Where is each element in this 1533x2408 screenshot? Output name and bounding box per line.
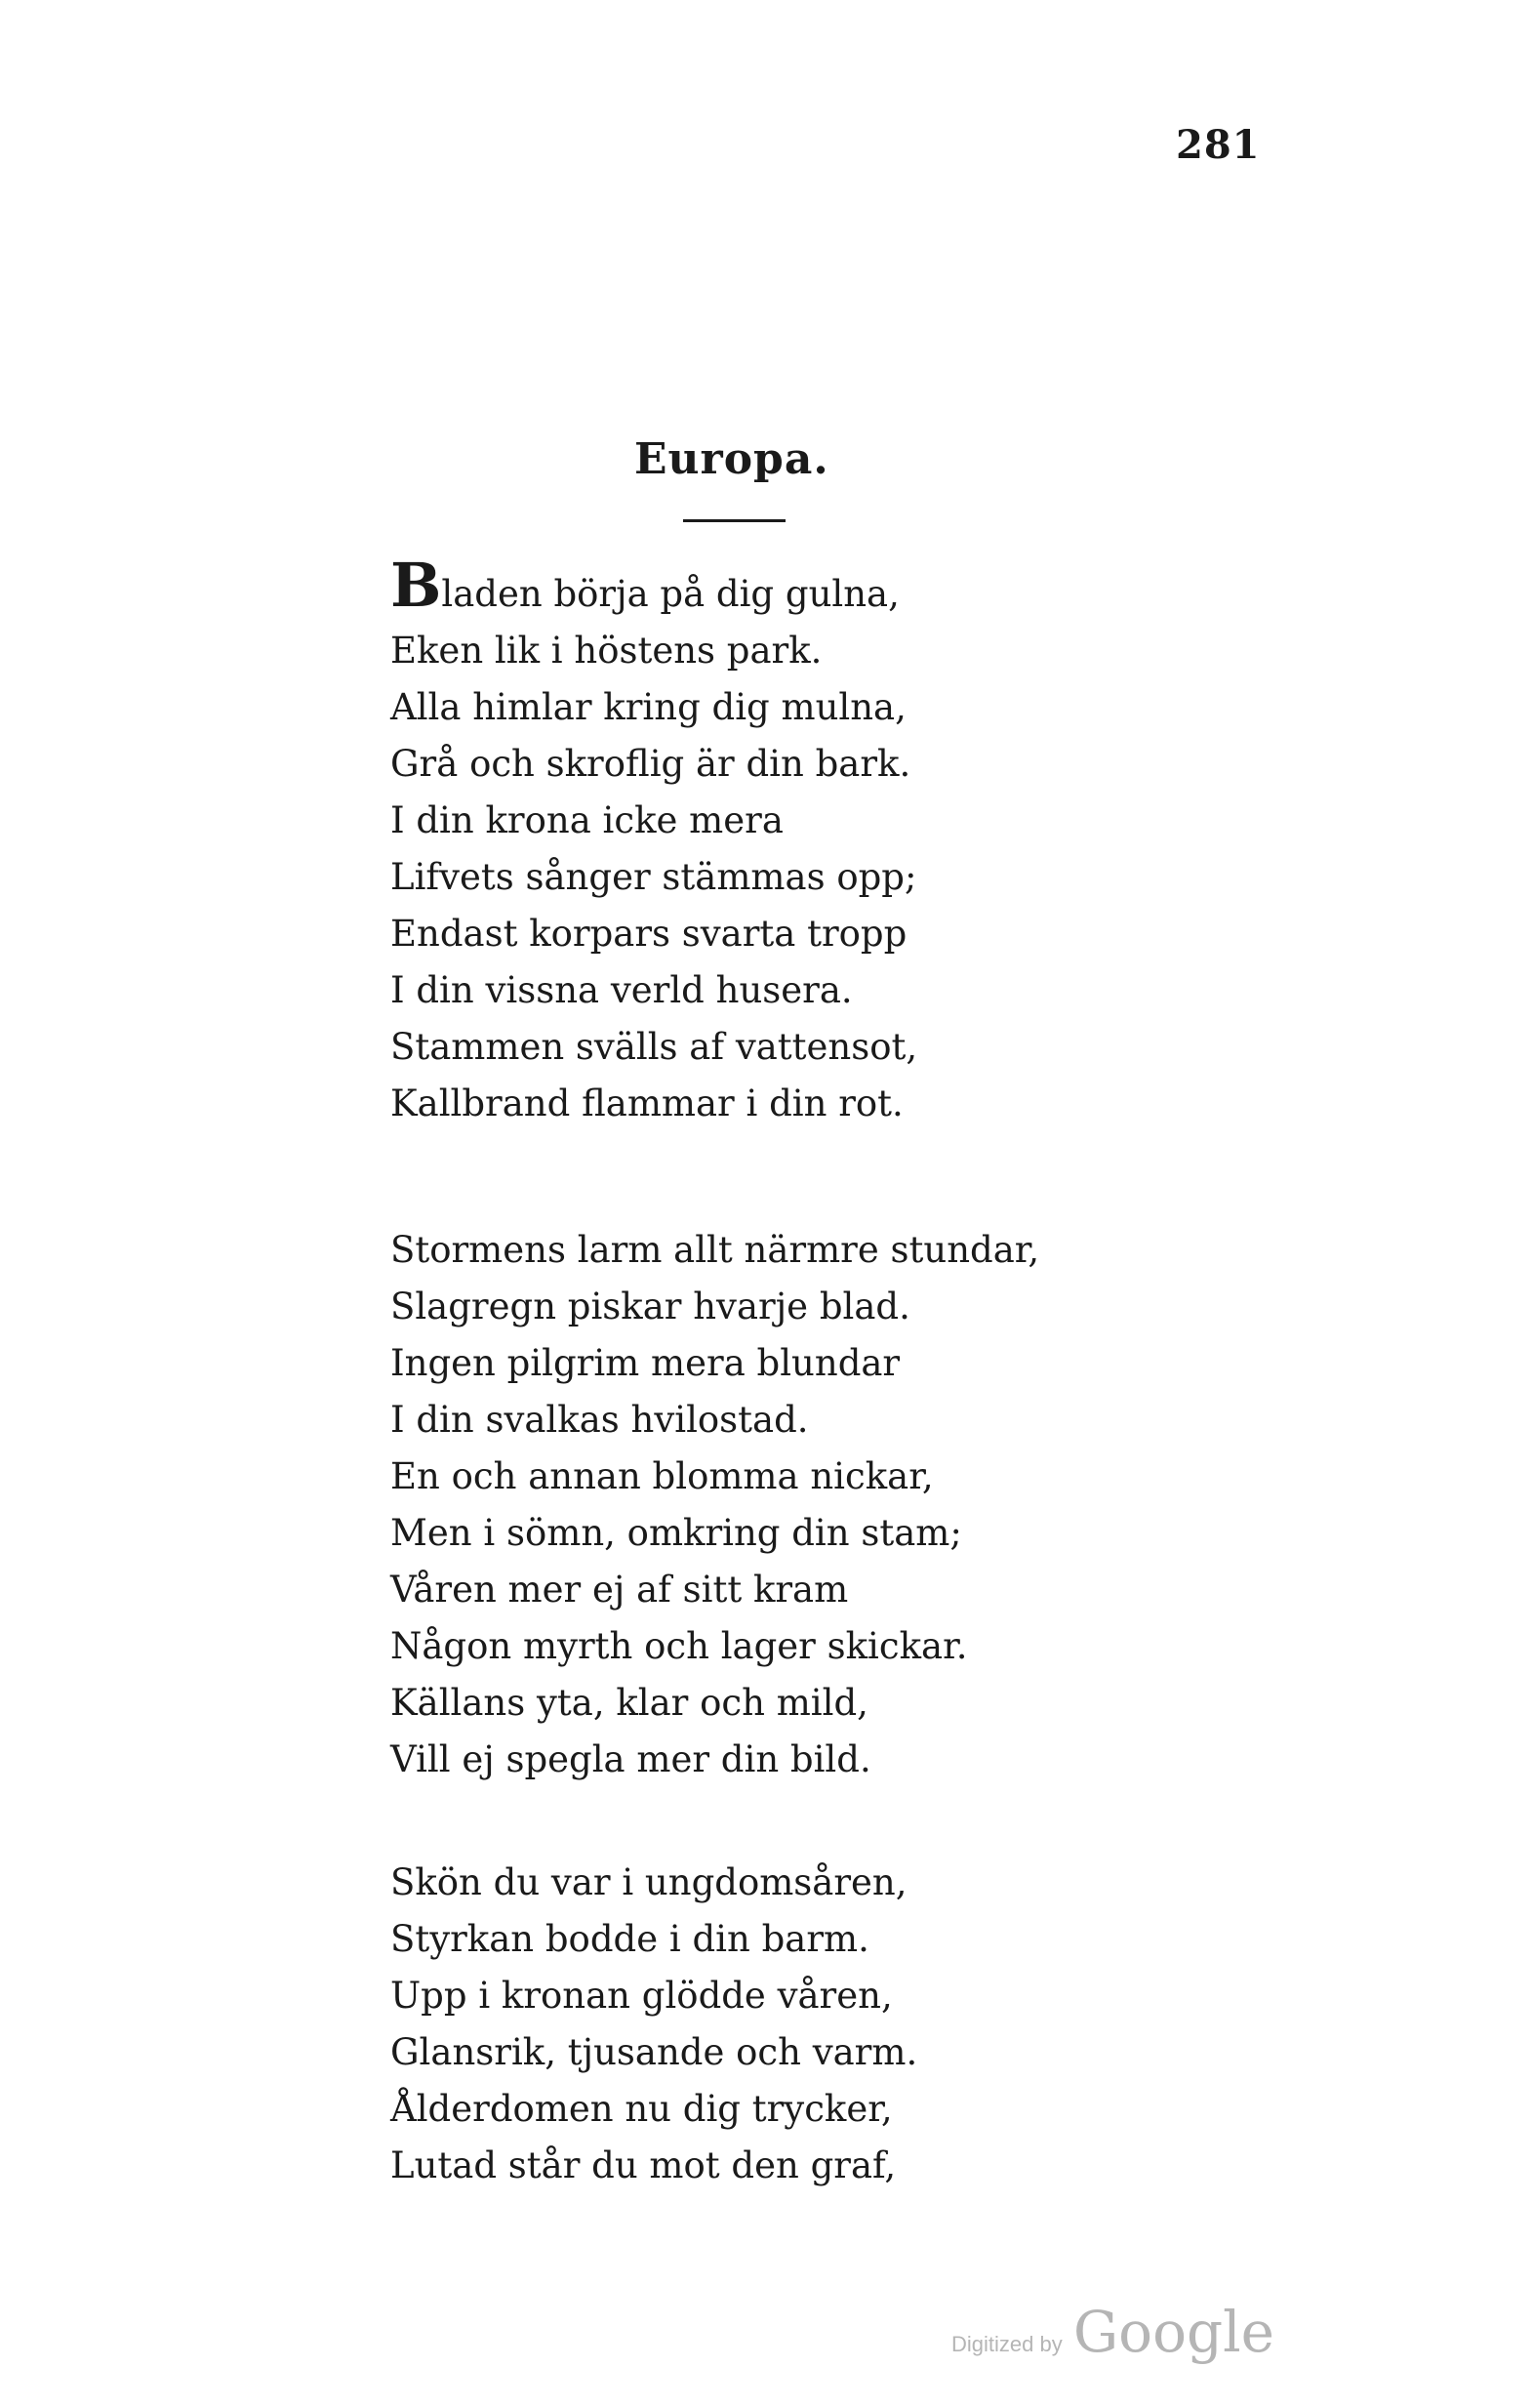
page-number: 281 (1176, 122, 1261, 168)
poem-line: Stammen svälls af vattensot, (390, 1026, 918, 1068)
poem-line: Vill ej spegla mer din bild. (390, 1738, 871, 1780)
poem-line: Kallbrand flammar i din rot. (390, 1082, 904, 1124)
poem-line: Eken lik i höstens park. (390, 630, 823, 672)
poem-line: Lutad står du mot den graf, (390, 2144, 897, 2186)
drop-cap: B (390, 550, 442, 621)
stanza-3 (390, 1855, 1073, 2194)
watermark-brand: Google (1072, 2299, 1274, 2365)
poem-line: Styrkan bodde i din barm. (390, 1918, 869, 1960)
poem-line: Källans yta, klar och mild, (390, 1682, 868, 1724)
poem-line: Stormens larm allt närmre stundar, (390, 1229, 1040, 1271)
poem-title: Europa. (634, 434, 829, 484)
poem-line: I din vissna verld husera. (390, 969, 853, 1011)
line-text: laden börja på dig gulna, (441, 573, 900, 615)
poem-line: Ingen pilgrim mera blundar (390, 1342, 901, 1384)
title-divider (683, 519, 786, 522)
watermark-prefix: Digitized by (951, 2332, 1063, 2356)
poem-line: I din svalkas hvilostad. (390, 1399, 809, 1441)
poem-line (390, 550, 1073, 623)
poem-line: Endast korpars svarta tropp (390, 913, 908, 955)
poem-line: Ålderdomen nu dig trycker, (390, 2088, 893, 2130)
poem-line: Glansrik, tjusande och varm. (390, 2031, 918, 2073)
poem-line: Grå och skroflig är din bark. (390, 743, 911, 785)
digitized-watermark (951, 2299, 1274, 2365)
poem-line: En och annan blomma nickar, (390, 1455, 934, 1497)
poem-line: I din krona icke mera (390, 799, 784, 841)
poem-line: Slagregn piskar hvarje blad. (390, 1286, 910, 1327)
poem-line: Någon myrth och lager skickar. (390, 1625, 968, 1667)
poem-line: Upp i kronan glödde våren, (390, 1975, 893, 2017)
stanza-2 (390, 1222, 1073, 1788)
poem-line: Lifvets sånger stämmas opp; (390, 856, 917, 898)
poem-line: Skön du var i ungdomsåren, (390, 1861, 908, 1903)
poem-line: Alla himlar kring dig mulna, (390, 686, 907, 728)
stanza-1 (390, 550, 1073, 1132)
poem-line: Men i sömn, omkring din stam; (390, 1512, 962, 1554)
poem-line: Våren mer ej af sitt kram (390, 1569, 849, 1611)
